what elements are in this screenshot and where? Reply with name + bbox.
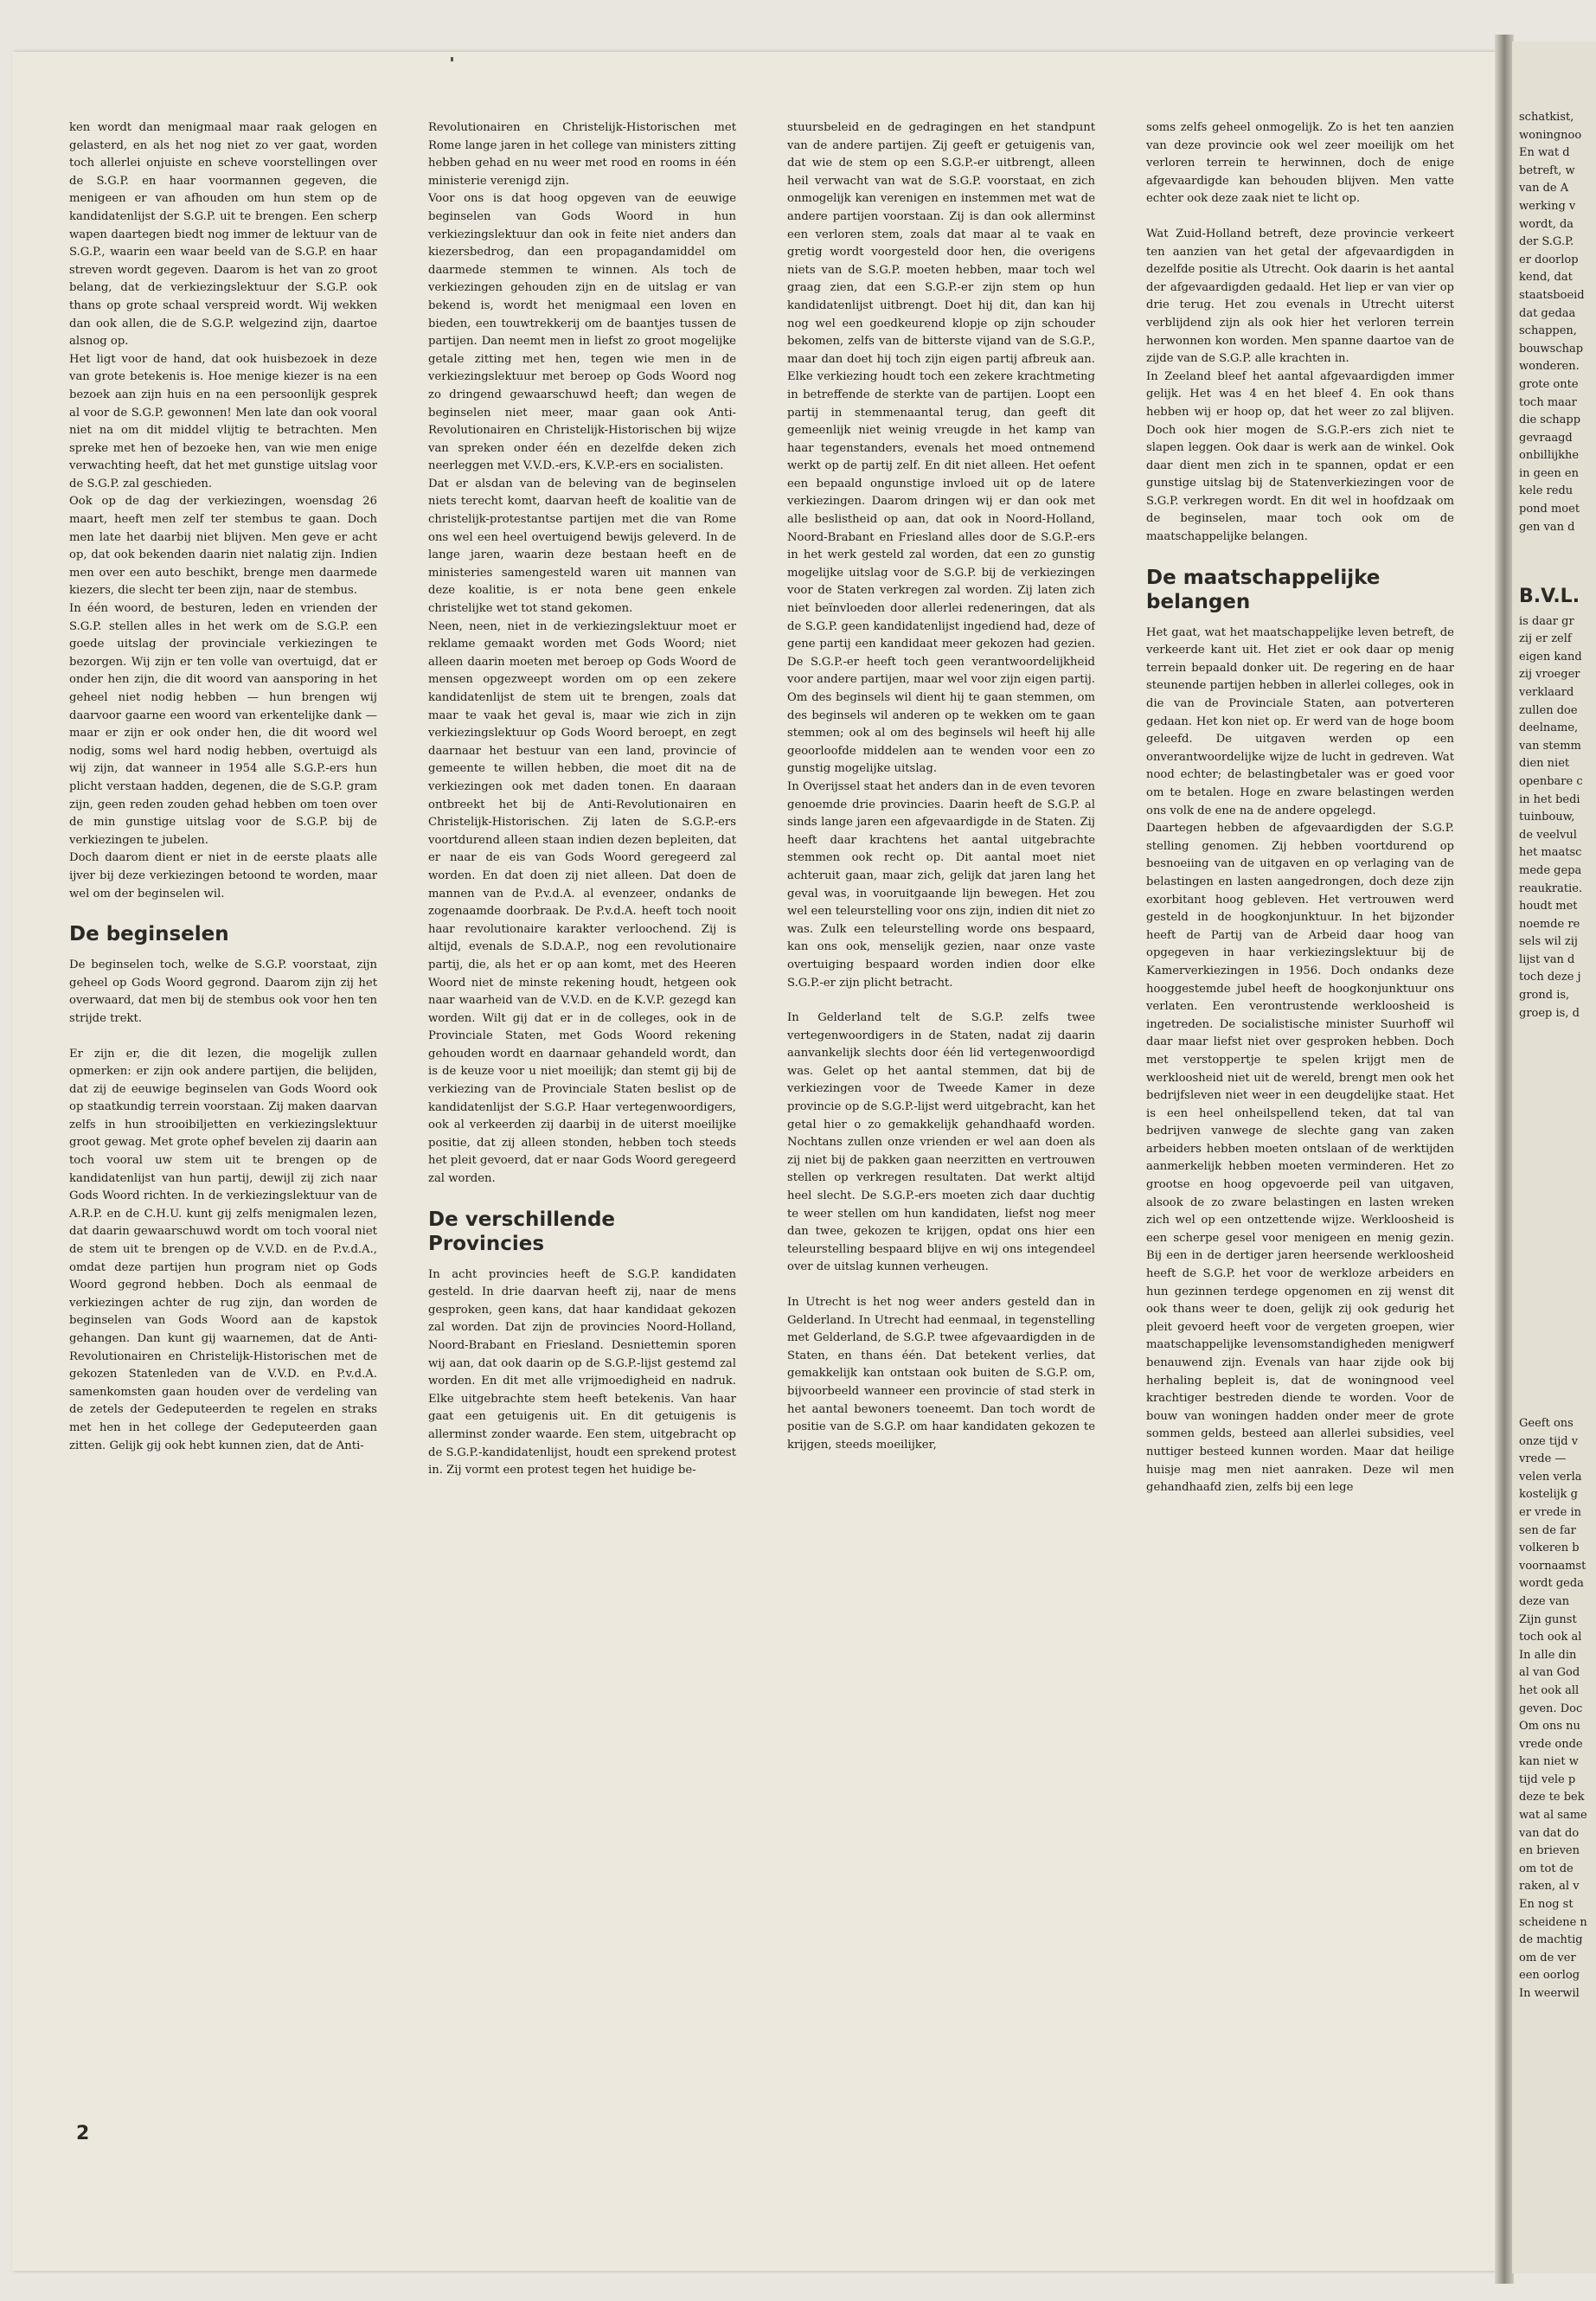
- next-page-line: scheidene n: [1519, 1915, 1587, 1929]
- next-page-line: staatsboeid: [1519, 288, 1585, 302]
- page-gutter: [1495, 35, 1514, 2284]
- next-page-line: deelname,: [1519, 721, 1579, 735]
- next-page-line: is daar gr: [1519, 614, 1574, 628]
- column-2: [428, 119, 736, 2135]
- section-heading-provincies: De verschillende Provincies: [428, 1208, 616, 1255]
- next-page-line: sen de far: [1519, 1523, 1576, 1537]
- next-page-line: houdt met: [1519, 900, 1578, 913]
- next-page-line: wordt geda: [1519, 1577, 1584, 1591]
- next-page-line: groep is, d: [1519, 1006, 1580, 1020]
- next-page-line: toch maar: [1519, 395, 1577, 409]
- next-page-line: zij er zelf: [1519, 632, 1572, 646]
- page-number: 2: [76, 2123, 90, 2144]
- next-page-line: de veelvul: [1519, 828, 1577, 842]
- paragraph: soms zelfs geheel onmogelijk. Zo is het ten aanzien van deze provincie ook wel zeer moeilijk om het verloren terrein te herwinnen, doch de enige afgevaardigde kan behouden blijven. Men vatte echter ook deze zaak niet te licht op.: [1146, 121, 1454, 206]
- next-page-line: volkeren b: [1519, 1541, 1580, 1555]
- next-page-line: geven. Doc: [1519, 1702, 1583, 1715]
- paragraph: Revolutionairen en Christelijk-Historischen met Rome lange jaren in het college van ministers zitting hebben gehad en nu weer met rood en rooms in één ministerie verenigd zijn.: [428, 121, 736, 188]
- print-speck: [451, 57, 453, 61]
- next-page-line: In alle din: [1519, 1648, 1577, 1662]
- next-page-line: Geeft ons: [1519, 1417, 1574, 1430]
- next-page-line: vrede onde: [1519, 1737, 1583, 1751]
- next-page-line: de machtig: [1519, 1933, 1583, 1947]
- next-page-line: der S.G.P.: [1519, 235, 1574, 249]
- next-page-line: voornaamst: [1519, 1559, 1586, 1573]
- next-page-line: er doorlop: [1519, 253, 1579, 266]
- next-page-line: in geen en: [1519, 466, 1579, 480]
- next-page-line: eigen kand: [1519, 650, 1582, 663]
- next-page-line: onbillijkhe: [1519, 449, 1580, 463]
- next-page-line: deze van: [1519, 1594, 1570, 1608]
- next-page-line: bouwschap: [1519, 342, 1584, 356]
- next-page-line: noemde re: [1519, 917, 1580, 931]
- section-heading-beginselen: De beginselen: [69, 923, 229, 946]
- section-heading-belangen: De maatschappelijke belangen: [1146, 566, 1381, 613]
- next-page-line: tijd vele p: [1519, 1772, 1576, 1786]
- paragraph: stuursbeleid en de gedragingen en het standpunt van de andere partijen. Zij geeft er getuigenis van, dat wie de stem op een S.G.P.-er uitbrengt, alleen heil verwacht van wat de S.G.P. voorstaat, en zich onmogelijk kan verenigen en instemmen met wat de andere partijen voorstaan. Zij is dan ook allerminst een verloren stem, zoals dat maar al te vaak en gretig wordt voorgesteld door hen, die overigens niets van de S.G.P. moeten hebben, maar toch wel graag zien, dat een S.G.P.-er zijn stem op hun kandidatenlijst uitbrengt. Doet hij dit, dan kan hij nog wel een goedkeurend klopje op zijn schouder bekomen, zelfs van de bitterste vijand van de S.G.P., maar dan doet hij toch zijn eigen partij afbreuk aan. Elke verkiezing houdt toch een zekere krachtmeting in betreffende de sterkte van de partijen. Loopt een partij in stemmenaantal terug, dan geeft dit gemeenlijk niet weinig vreugde in het kamp van haar tegenstanders, evenals het moed ontnemend werkt op de partij zelf. En dit niet alleen. Het oefent een bepaald ongunstige invloed uit op de latere verkiezingen. Daarom dringen wij er dan ook met alle beslistheid op aan, dat ook in Noord-Holland, Noord-Brabant en Friesland alles door de S.G.P.-ers in het werk gesteld zal worden, dat een zo gunstig mogelijke uitslag voor de S.G.P. bij de verkiezingen voor de Staten verkregen zal worden. Zij laten zich niet beïnvloeden door allerlei redeneringen, dat als de S.G.P. geen kandidatenlijst ingediend had, deze of gene partij een kandidaat meer gekozen had gezien. De S.G.P.-er heeft toch geen verantwoordelijkheid voor andere partijen, maar wel voor zijn eigen partij. Om des beginsels wil dient hij te gaan stemmen, om des beginsels wil anderen op te wekken om te gaan stemmen; ook al om des beginsels wil heeft hij alle geoorloofde middelen aan te wenden voor een zo gunstig mogelijke uitslag.: [787, 121, 1095, 776]
- column-1: [69, 119, 377, 2135]
- paragraph: In één woord, de besturen, leden en vrienden der S.G.P. stellen alles in het werk om de S.G.P. een goede uitslag der provinciale verkiezingen te bezorgen. Wij zijn er ten volle van overtuigd, dat er onder hen zijn, die dit woord van aansporing in het geheel niet nodig hebben — hun brengen wij daarvoor gaarne een woord van erkentelijke dank — maar er zijn er ook onder hen, die dit woord wel nodig, soms wel hard nodig hebben, overtuigd als wij zijn, dat wanneer in 1954 alle S.G.P.-ers hun plicht verstaan hadden, degenen, die de S.G.P. gram zijn, geen reden zouden gehad hebben om toen over de min gunstige uitslag voor de S.G.P. bij de verkiezingen te jubelen.: [69, 602, 377, 847]
- next-page-line: En nog st: [1519, 1898, 1574, 1912]
- next-page-line: reaukratie.: [1519, 881, 1583, 895]
- paragraph: Doch daarom dient er niet in de eerste plaats alle ijver bij deze verkiezingen betoond te worden, maar wel om der beginselen wil.: [69, 851, 377, 901]
- next-page-line: wonderen.: [1519, 360, 1580, 374]
- next-page-line: Om ons nu: [1519, 1720, 1580, 1734]
- next-page-line: van stemm: [1519, 739, 1581, 753]
- next-page-line: kostelijk g: [1519, 1488, 1578, 1502]
- next-page-line: en brieven: [1519, 1844, 1580, 1858]
- next-page-line: mede gepa: [1519, 863, 1582, 877]
- next-page-line: grond is,: [1519, 989, 1570, 1003]
- column-3: [787, 119, 1095, 2135]
- column-4: [1146, 119, 1454, 2135]
- next-page-line: vrede —: [1519, 1452, 1567, 1466]
- next-page-fragment: [1512, 42, 1596, 2273]
- next-page-line: in het bedi: [1519, 792, 1580, 806]
- next-page-line: die schapp: [1519, 413, 1581, 427]
- next-page-line: dat gedaa: [1519, 306, 1576, 320]
- paragraph: In acht provincies heeft de S.G.P. kandidaten gesteld. In drie daarvan heeft zij, naar de mens gesproken, geen kans, dat haar kandidaat gekozen zal worden. Dat zijn de provincies Noord-Holland, Noord-Brabant en Friesland. Desniettemin sporen wij aan, dat ook daarin op de S.G.P.-lijst gestemd zal worden. En dit met alle vrijmoedigheid en nadruk. Elke uitgebrachte stem heeft betekenis. Van haar gaat een getuigenis uit. En dit getuigenis is allerminst zonder waarde. Een stem, uitgebracht op de S.G.P.-kandidatenlijst, houdt een sprekend protest in. Zij vormt een protest tegen het huidige be-: [428, 1267, 736, 1477]
- next-page-line: schatkist,: [1519, 111, 1574, 124]
- paragraph: Voor ons is dat hoog opgeven van de eeuwige beginselen van Gods Woord in hun verkiezingslektuur dan ook in feite niet anders dan kiezersbedrog, dan een propagandamiddel om daarmede stemmen te winnen. Als toch de verkiezingen gehouden zijn en de uitslag er van bekend is, wordt het menigmaal een loven en bieden, een touwtrekkerij om de baantjes tussen de partijen. Dan neemt men in liefst zo groot mogelijke getale zitting met hen, tegen wie men in de verkiezingslektuur met beroep op Gods Woord nog zo dringend gewaarschuwd heeft; dan wegen de beginselen niet meer, maar gaan ook Anti-Revolutionairen en Christelijk-Historischen bij wijze van spreken onder één en dezelfde deken zich neerleggen met V.V.D.-ers, K.V.P.-ers en socialisten.: [428, 192, 736, 473]
- paragraph: Dat er alsdan van de beleving van de beginselen niets terecht komt, daarvan heeft de koalitie van de christelijk-protestantse partijen met die van Rome ons wel een heel overtuigend bewijs geleverd. In de lange jaren, waarin deze bestaan heeft en de ministeries samengesteld waren uit mannen van deze koalitie, is er nota bene geen enkele christelijke wet tot stand gekomen.: [428, 477, 736, 616]
- next-page-line: toch ook al: [1519, 1631, 1582, 1644]
- paragraph: De beginselen toch, welke de S.G.P. voorstaat, zijn geheel op Gods Woord gegrond. Daarom zijn zij het overwaard, dat men bij de stembus ook voor hen ten strijde trekt.: [69, 958, 377, 1025]
- paragraph: In Zeeland bleef het aantal afgevaardigden immer gelijk. Het was 4 en het bleef 4. En ook thans hebben wij er hoop op, dat het weer zo zal blijven. Doch ook hier mogen de S.G.P.-ers zich niet te slapen leggen. Ook daar is werk aan de winkel. Ook daar dient men zich in te spannen, opdat er een gunstige uitslag bij de Statenverkiezingen voor de S.G.P. verkregen wordt. En dit wel in hoofdzaak om de beginselen, maar toch ook om de maatschappelijke belangen.: [1146, 369, 1454, 544]
- next-page-line: openbare c: [1519, 774, 1583, 788]
- next-page-line: En wat d: [1519, 146, 1570, 160]
- next-page-line: toch deze j: [1519, 971, 1581, 984]
- next-page-line: om tot de: [1519, 1862, 1574, 1875]
- next-page-line: pond moet: [1519, 503, 1580, 516]
- next-page-heading: B.V.L.: [1519, 586, 1580, 607]
- paragraph: Neen, neen, niet in de verkiezingslektuur moet er reklame gemaakt worden met Gods Woord; niet alleen daarin moeten met beroep op Gods Woord de mensen opgezweept worden om op een zekere kandidatenlijst de stem uit te brengen, zoals dat maar te vaak het geval is, maar wie zich in zijn verkiezingslektuur op Gods Woord beroept, en zegt daarnaar het bestuur van een land, provincie of gemeente te willen hebben, die moet dit na de verkiezingen ook met daden tonen. En daaraan ontbreekt het bij de Anti-Revolutionairen en Christelijk-Historischen. Zij laten de S.G.P.-ers voortdurend alleen staan indien dezen bepleiten, dat er naar de eis van Gods Woord geregeerd zal worden. En dat doen zij niet alleen. Dat doen de mannen van de P.v.d.A. al evenzeer, ondanks de zogenaamde doorbraak. De P.v.d.A. heeft toch nooit haar revolutionaire karakter verloochend. Zij is altijd, evenals de S.D.A.P., nog een revolutionaire partij, die, als het er op aan komt, met des Heeren Woord niet de minste rekening houdt, hetgeen ook naar waarheid van de V.V.D. en de K.V.P. gezegd kan worden. Wilt gij dat er in de colleges, ook in de Provinciale Staten, met Gods Woord rekening gehouden wordt en daarnaar gehandeld wordt, dan is de keuze voor u niet moeilijk; dan stemt gij bij de verkiezing van de Provinciale Staten beslist op de kandidatenlijst der S.G.P. Haar vertegenwoordigers, ook al verkeerden zij daarbij in de uiterst moeilijke positie, dat zij alleen stonden, hebben toch steeds het pleit gevoerd, dat er naar Gods Woord geregeerd zal worden.: [428, 619, 736, 1186]
- paragraph: Daartegen hebben de afgevaardigden der S.G.P. stelling genomen. Zij hebben voortdurend op besnoeiing van de uitgaven en op verlaging van de belastingen en lasten aangedrongen, doch deze zijn exorbitant hoog gebleven. Het vertrouwen werd gesteld in de hoogkonjunktuur. In het bijzonder heeft de Partij van de Arbeid daar hoog van opgegeven in haar verkiezingslektuur bij de Kamerverkiezingen in 1956. Doch ondanks deze hooggestemde jubel heeft de hoogkonjunktuur ons verlaten. Een verontrustende werkloosheid is ingetreden. De socialistische minister Suurhoff wil daar maar liefst niet over gesproken hebben. Doch met verstoppertje te spelen krijgt men de werkloosheid niet uit de wereld, brengt men ook het bedrijfsleven niet weer in een deugdelijke staat. Het is een heel onheilspellend teken, dat tal van bedrijven vanwege de slechte gang van zaken arbeiders hebben moeten ontslaan of de werktijden aanmerkelijk hebben moeten verminderen. Het zo grootse en hoog opgevoerde peil van uitgaven, alsook de zo zware belastingen en lasten wreken zich wel op een ontzettende wijze. Werkloosheid is een scherpe gesel voor menigeen en menig gezin. Bij een in de dertiger jaren heersende werkloosheid heeft de S.G.P. het voor de werkloze arbeiders en hun gezinnen terdege opgenomen en zij wenst dit ook thans weer te doen, gelijk zij ook gedurig het pleit gevoerd heeft voor de vergeten groepen, wier maatschappelijke levensomstandigheden menigwerf benauwend zijn. Evenals van haar zijde ook bij herhaling bepleit is, dat de woningnood veel krachtiger bestreden diende te worden. Voor de bouw van woningen hadden onder meer de grote sommen gelds, besteed aan allerlei subsidies, veel nuttiger besteed kunnen worden. Maar dat heilige huisje mag men niet aanraken. Deze wil men gehandhaafd zien, zelfs bij een lege: [1146, 822, 1454, 1495]
- next-page-line: het ook all: [1519, 1683, 1580, 1697]
- paragraph: Ook op de dag der verkiezingen, woensdag 26 maart, heeft men zelf ter stembus te gaan. Doch men late het daarbij niet blijven. Men geve er acht op, dat ook bekenden daarin niet nalatig zijn. Indien men over een auto beschikt, brenge men daarmede kiezers, die slecht ter been zijn, naar de stembus.: [69, 495, 377, 598]
- next-page-line: zullen doe: [1519, 703, 1578, 717]
- next-page-line: van de A: [1519, 182, 1569, 195]
- next-page-line: het maatsc: [1519, 846, 1582, 860]
- next-page-line: wordt, da: [1519, 217, 1574, 231]
- next-page-line: al van God: [1519, 1666, 1580, 1680]
- next-page-line: van dat do: [1519, 1826, 1580, 1840]
- next-page-line: dien niet: [1519, 757, 1570, 771]
- next-page-line: er vrede in: [1519, 1505, 1581, 1519]
- next-page-line: verklaard: [1519, 685, 1574, 699]
- next-page-line: lijst van d: [1519, 952, 1575, 966]
- next-page-line: onze tijd v: [1519, 1434, 1579, 1448]
- paragraph: Het gaat, wat het maatschappelijke leven betreft, de verkeerde kant uit. Het ziet er ook daar op menig terrein bepaald donker uit. De regering en de haar steunende partijen hebben in allerlei colleges, ook in die van de Provinciale Staten, aan potverteren gedaan. Het kon niet op. Er werd van de hoge boom geleefd. De uitgaven werden op een onverantwoordelijke wijze de lucht in gedreven. Wat nood echter; de belastingbetaler was er goed voor om te betalen. Hoge en zware belastingen werden ons volk de ene na de andere opgelegd.: [1146, 625, 1454, 817]
- next-page-line: Zijn gunst: [1519, 1612, 1577, 1626]
- paragraph: In Overijssel staat het anders dan in de even tevoren genoemde drie provincies. Daarin heeft de S.G.P. al sinds lange jaren een afgevaardigde in de Staten. Zij heeft daar krachtens het aantal uitgebrachte stemmen ook recht op. Dit aantal moet niet achteruit gaan, maar zich, gelijk dat jaren lang het geval was, in vooruitgaande lijn bewegen. Het zou wel een teleurstelling voor ons zijn, indien dit niet zo was. Zulk een teleurstelling worde ons bespaard, kan ons ook, menselijk gezien, naar onze vaste overtuiging bespaard worden indien door elke S.G.P.-er zijn plicht betracht.: [787, 779, 1095, 990]
- paragraph: In Utrecht is het nog weer anders gesteld dan in Gelderland. In Utrecht had eenmaal, in tegenstelling met Gelderland, de S.G.P. twee afgevaardigden in de Staten, en thans één. Dat betekent verlies, dat gemakkelijk kan ontstaan ook buiten de S.G.P. om, bijvoorbeeld wanneer een provincie of stad sterk in het aantal bewoners toeneemt. Dan toch wordt de positie van de S.G.P. om haar kandidaten gekozen te krijgen, steeds moeilijker,: [787, 1296, 1095, 1452]
- next-page-line: woningnoo: [1519, 128, 1582, 142]
- next-page-line: kele redu: [1519, 484, 1574, 498]
- next-page-line: een oorlog: [1519, 1969, 1580, 1983]
- next-page-line: om de ver: [1519, 1951, 1576, 1965]
- paragraph: ken wordt dan menigmaal maar raak gelogen en gelasterd, en als het nog niet zo ver gaat, worden toch allerlei onjuiste en scheve voorstellingen over de S.G.P. en haar voormannen gegeven, die menigeen er van afhouden om hun stem op de kandidatenlijst der S.G.P. uit te brengen. Een scherp wapen daartegen biedt nog immer de lektuur van de S.G.P., waarin een waar beeld van de S.G.P. en haar streven wordt gegeven. Daarom is het van zo groot belang, dat de verkiezingslektuur der S.G.P. ook thans op grote schaal verspreid wordt. Wij wekken dan ook allen, die de S.G.P. welgezind zijn, daartoe alsnog op.: [69, 121, 377, 349]
- next-page-line: schappen,: [1519, 324, 1577, 338]
- next-page-line: gevraagd: [1519, 431, 1573, 445]
- next-page-line: velen verla: [1519, 1470, 1582, 1484]
- next-page-line: kend, dat: [1519, 271, 1573, 285]
- next-page-line: tuinbouw,: [1519, 811, 1575, 824]
- next-page-line: sels wil zij: [1519, 935, 1578, 949]
- next-page-line: werking v: [1519, 199, 1576, 213]
- next-page-line: betreft, w: [1519, 163, 1575, 177]
- next-page-text-top: [1519, 109, 1596, 536]
- next-page-line: zij vroeger: [1519, 668, 1580, 682]
- next-page-line: raken, al v: [1519, 1880, 1580, 1894]
- next-page-text-bottom: [1519, 1415, 1596, 2003]
- next-page-line: deze te bek: [1519, 1791, 1585, 1804]
- paragraph: Het ligt voor de hand, dat ook huisbezoek in deze van grote betekenis is. Hoe menige kiezer is na een bezoek aan zijn huis en na een persoonlijk gesprek al voor de S.G.P. gewonnen! Men late dan ook vooral niet na om dit middel vlijtig te betrachten. Men spreke met hen of bezoeke hen, van wie men enige verwachting heeft, dat het met gunstige uitslag voor de S.G.P. zal geschieden.: [69, 352, 377, 490]
- next-page-line: gen van d: [1519, 520, 1575, 534]
- next-page-line: In weerwil: [1519, 1987, 1580, 2000]
- next-page-block-bvl: [1519, 576, 1596, 1022]
- paragraph: Er zijn er, die dit lezen, die mogelijk zullen opmerken: er zijn ook andere partijen, die belijden, dat zij de eeuwige beginselen van Gods Woord ook op staatkundig terrein voorstaan. Zij maken daarvan zelfs in hun strooibiljetten en verkiezingslektuur groot gewag. Met grote ophef bevelen zij daarin aan toch vooral uw stem uit te brengen op de kandidatenlijst van hun partij, dewijl zij zich naar Gods Woord richten. In de verkiezingslektuur van de A.R.P. en de C.H.U. kunt gij zelfs menigmalen lezen, dat daarin gewaarschuwd wordt om toch vooral niet de stem uit te brengen op de V.V.D. en de P.v.d.A., omdat deze partijen hun program niet op Gods Woord gegrond hebben. Doch als eenmaal de verkiezingen achter de rug zijn, dan worden de beginselen van Gods Woord aan de kapstok gehangen. Dan kunt gij waarnemen, dat de Anti-Revolutionairen en Christelijk-Historischen met de gekozen Statenleden van de V.V.D. en P.v.d.A. samenkomsten gaan houden over de verdeling van de zetels der Gedeputeerden te regelen en straks met hen in het college der Gedeputeerden gaan zitten. Gelijk gij ook hebt kunnen zien, dat de Anti-: [69, 1047, 377, 1452]
- paragraph: In Gelderland telt de S.G.P. zelfs twee vertegenwoordigers in de Staten, nadat zij daarin aanvankelijk slechts door één lid vertegenwoordigd was. Gelet op het aantal stemmen, dat bij de verkiezingen voor de Tweede Kamer in deze provincie op de S.G.P.-lijst werd uitgebracht, kan het getal hier o zo gemakkelijk gehandhaafd worden. Nochtans zullen onze vrienden er wel aan doen als zij niet bij de pakken gaan neerzitten en vertrouwen stellen op verkregen resultaten. Dat werkt altijd heel slecht. De S.G.P.-ers moeten zich daar duchtig te weer stellen om hun kandidaten, liefst nog meer dan twee, gekozen te krijgen, opdat ons hier een teleurstelling bespaard blijve en wij ons integendeel over de uitslag kunnen verheugen.: [787, 1011, 1095, 1274]
- next-page-line: kan niet w: [1519, 1755, 1579, 1769]
- next-page-line: grote onte: [1519, 377, 1579, 391]
- next-page-line: wat al same: [1519, 1809, 1587, 1823]
- paragraph: Wat Zuid-Holland betreft, deze provincie verkeert ten aanzien van het getal der afgevaardigden in dezelfde positie als Utrecht. Ook daarin is het aantal der afgevaardigden gedaald. Het liep er van vier op drie terug. Het zou evenals in Utrecht uiterst verblijdend zijn als ook hier het verloren terrein herwonnen kon worden. Men spanne daartoe van de zijde van de S.G.P. alle krachten in.: [1146, 227, 1454, 366]
